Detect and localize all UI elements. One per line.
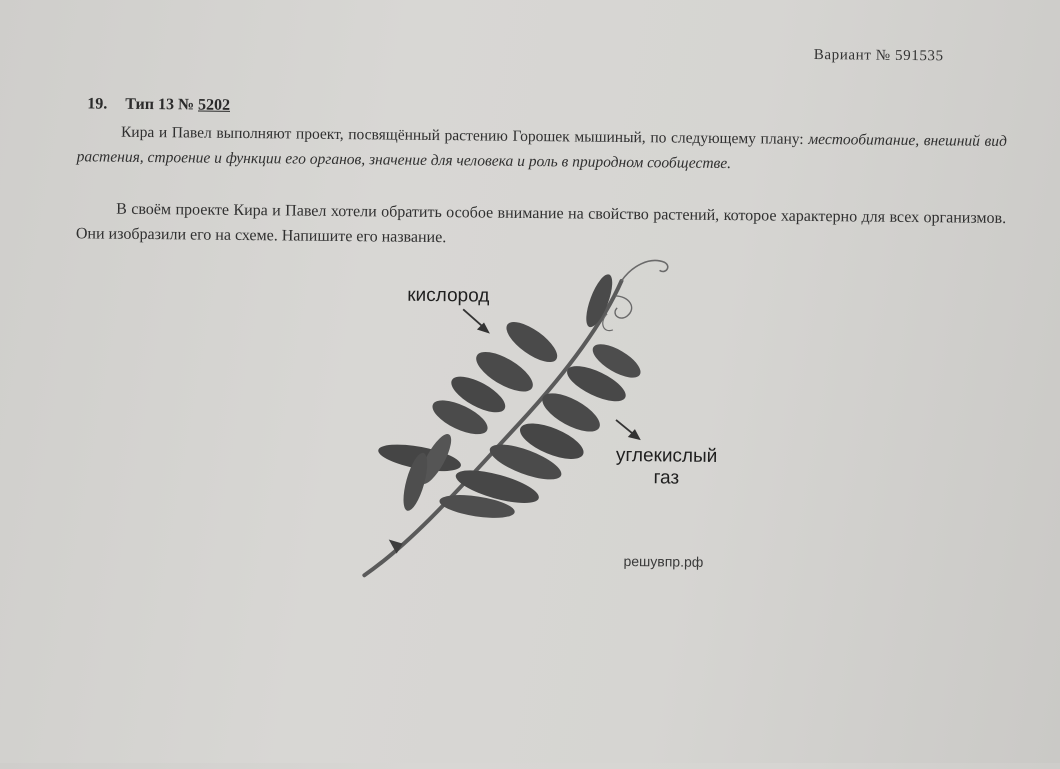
carbon-dioxide-label-line2: газ bbox=[653, 467, 680, 489]
site-watermark: решувпр.рф bbox=[623, 552, 704, 570]
variant-number: Вариант № 591535 bbox=[813, 46, 944, 65]
task-number: 19. bbox=[87, 95, 108, 113]
tendril bbox=[621, 260, 667, 281]
carbon-dioxide-label-line1: углекислый bbox=[615, 444, 718, 467]
carbon-dioxide-arrow bbox=[616, 420, 641, 440]
task-intro-paragraph bbox=[77, 119, 1007, 179]
tendril bbox=[603, 314, 613, 331]
oxygen-label: кислород bbox=[407, 284, 490, 307]
task-intro-text: Кира и Павел выполняют проект, посвящённый растению Горошек мышиный, по следующему плану: bbox=[120, 123, 809, 148]
task-id-link[interactable]: 5202 bbox=[197, 96, 231, 114]
task-plan-text: местообитание, внешний вид растения, строение и функции его органов, значение для человека и роль в природном сообществе. bbox=[76, 130, 1008, 173]
task-header bbox=[87, 95, 230, 114]
oxygen-arrow bbox=[463, 309, 490, 333]
carbon-dioxide-label bbox=[591, 445, 741, 491]
stem-base bbox=[389, 540, 403, 554]
task-type-label: Тип 13 № bbox=[125, 95, 195, 114]
tendril bbox=[615, 296, 632, 318]
task-question-paragraph: В своём проекте Кира и Павел хотели обратить особое внимание на свойство растений, которое характерно для всех организмов. Они изобразили его на схеме. Напишите его название. bbox=[75, 200, 1007, 247]
